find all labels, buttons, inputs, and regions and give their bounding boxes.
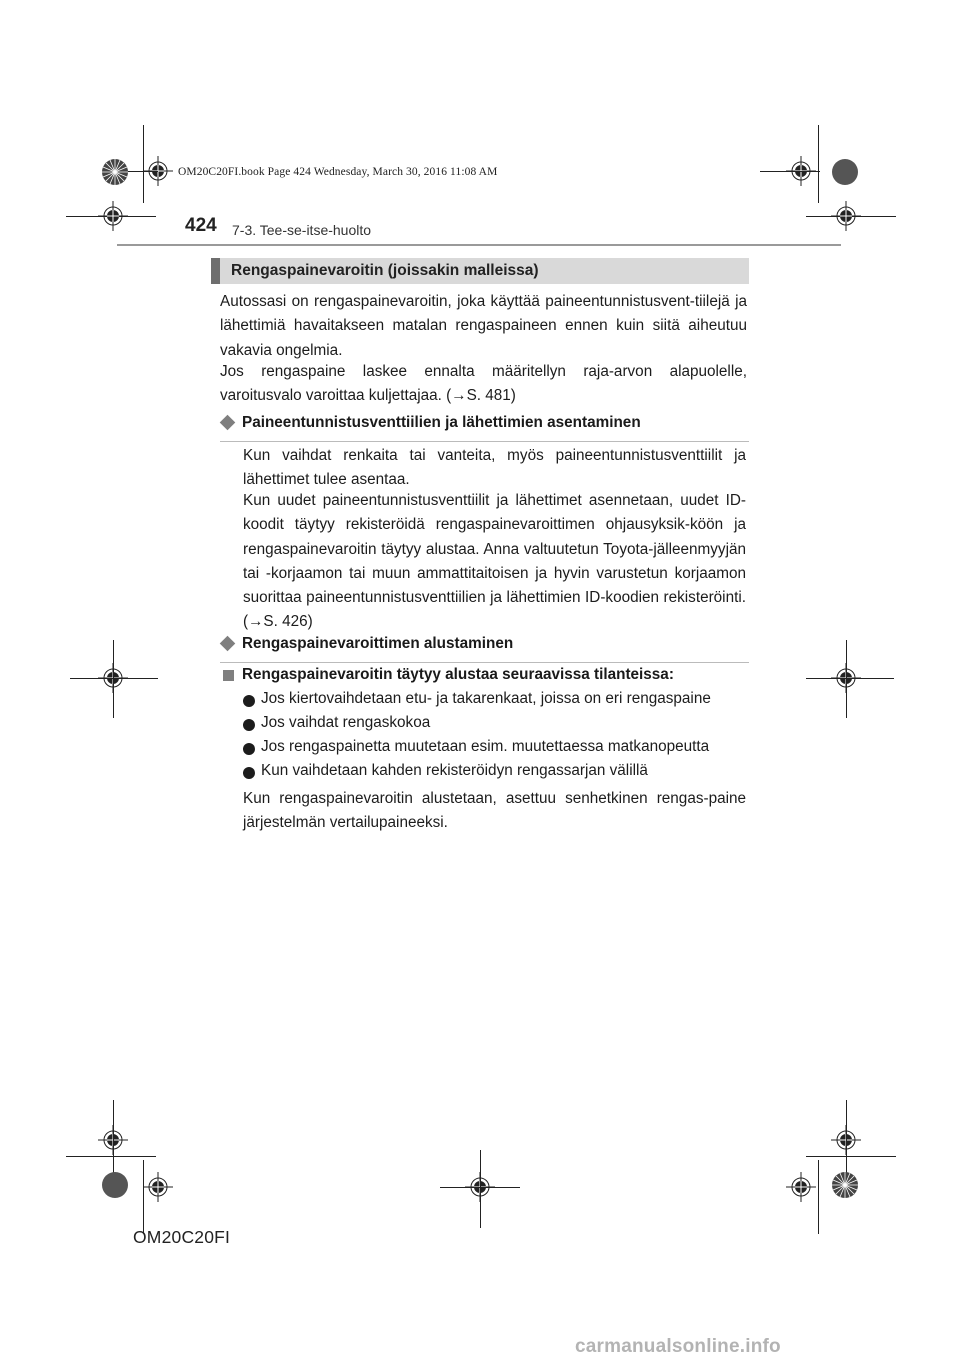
bullet-icon [243, 719, 255, 731]
registration-line [480, 1150, 481, 1228]
section-heading-label: Paineentunnistusventtiilien ja lähettimien asentaminen [242, 414, 641, 431]
color-target-icon [830, 1170, 860, 1200]
section-title: 7-3. Tee-se-itse-huolto [232, 222, 372, 238]
list-item-text: Jos kiertovaihdetaan etu- ja takarenkaat, joissa on eri rengaspaine [261, 690, 711, 707]
intro-paragraph: Autossasi on rengaspainevaroitin, joka käyttää paineentunnistusvent-tiilejä ja lähettimiä havaitakseen matalan rengaspaineen ennen kuin siitä aiheutuu vakavia ongelmia. [220, 293, 747, 359]
intro-paragraph: Jos rengaspaine laskee ennalta määritellyn raja-arvon alapuolelle, varoitusvalo varoittaa kuljettajaa. (→S. 481) [220, 363, 747, 405]
manual-code: OM20C20FI [133, 1227, 231, 1247]
square-marker-icon [223, 670, 234, 681]
section-heading-label: Rengaspainevaroittimen alustaminen [242, 635, 514, 652]
diamond-marker-icon [220, 415, 236, 431]
registration-mark-icon [98, 201, 128, 231]
list-item-text: Jos vaihdat rengaskokoa [261, 714, 431, 731]
registration-line [760, 171, 820, 172]
watermark: carmanualsonline.info [575, 1336, 781, 1357]
registration-line [806, 678, 894, 679]
section-heading [220, 414, 749, 442]
print-stamp: OM20C20FI.book Page 424 Wednesday, March 30, 2016 11:08 AM [178, 166, 498, 178]
list-item-text: Jos rengaspainetta muutetaan esim. muutettaessa matkanopeutta [261, 738, 710, 755]
bullet-icon [243, 743, 255, 755]
registration-line [846, 1100, 847, 1180]
registration-line [70, 678, 158, 679]
section-heading [220, 635, 749, 663]
bullet-icon [243, 695, 255, 707]
registration-mark-icon [143, 1172, 173, 1202]
color-target-icon [830, 157, 860, 187]
registration-mark-icon [786, 1172, 816, 1202]
paragraph: Kun vaihdat renkaita tai vanteita, myös paineentunnistusventtiilit ja lähettimet tulee asentaa. [243, 447, 746, 489]
header-rule [117, 244, 841, 246]
bullet-icon [243, 767, 255, 779]
registration-mark-icon [831, 201, 861, 231]
registration-line [846, 640, 847, 718]
paragraph: Kun uudet paineentunnistusventtiilit ja lähettimet asennetaan, uudet ID-koodit täytyy rekisteröidä rengaspainevaroittimen ohjausyksik-köön ja rengaspainevaroitin täytyy alustaa. Anna valtuutetun Toyota-jälleenmyyjän tai -korjaamon tai muun ammattitaitoisen ja hyvin varustetun korjaamon suorittaa paineentunnistusventtiilien ja lähettimien ID-koodien rekisteröinti. (→S. 426) [243, 492, 746, 631]
registration-line [113, 640, 114, 718]
list-item-text: Kun vaihdetaan kahden rekisteröidyn rengassarjan välillä [261, 762, 648, 779]
registration-line [113, 1100, 114, 1180]
page-number: 424 [185, 215, 217, 236]
closing-paragraph: Kun rengaspainevaroitin alustetaan, asettuu senhetkinen rengas-paine järjestelmän vertailupaineeksi. [243, 790, 746, 832]
color-target-icon [100, 157, 130, 187]
diamond-marker-icon [220, 636, 236, 652]
topic-heading: Rengaspainevaroitin (joissakin malleissa) [211, 258, 749, 284]
color-target-icon [100, 1170, 130, 1200]
subsection-heading-label: Rengaspainevaroitin täytyy alustaa seuraavissa tilanteissa: [242, 666, 674, 683]
